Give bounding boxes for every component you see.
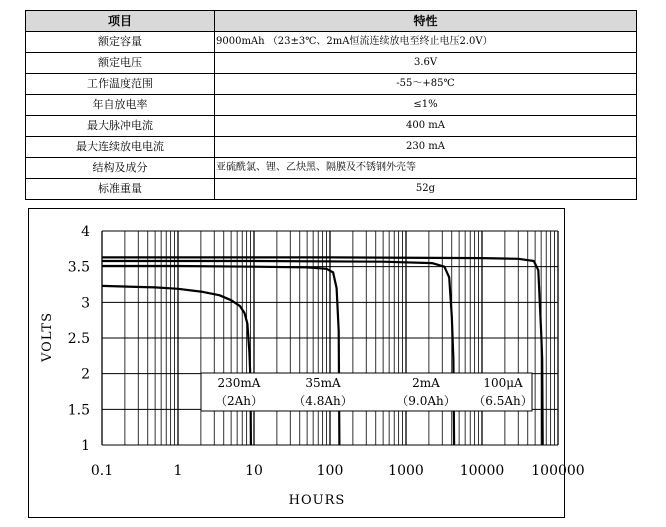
spec-label: 标准重量	[26, 179, 215, 200]
series-line-230mA	[102, 286, 251, 445]
x-axis-title: HOURS	[288, 493, 346, 508]
spec-row	[26, 137, 637, 158]
legend-current: 2mA	[412, 376, 440, 390]
spec-label: 工作温度范围	[26, 74, 215, 95]
spec-value: 亚硫酰氯、锂、乙炔黑、隔膜及不锈钢外壳等	[215, 158, 637, 179]
spec-label: 最大连续放电电流	[26, 137, 215, 158]
y-tick-label: 1	[81, 438, 90, 454]
series-line-35mA	[102, 266, 339, 445]
y-tick-label: 3.5	[67, 259, 90, 276]
y-tick-label: 2	[81, 366, 90, 383]
spec-table	[25, 10, 637, 200]
spec-label: 最大脉冲电流	[26, 116, 215, 137]
spec-row	[26, 53, 637, 74]
spec-label: 额定电压	[26, 53, 215, 74]
y-tick-label: 1.5	[67, 402, 90, 419]
spec-label: 年自放电率	[26, 95, 215, 116]
spec-value: ≤1%	[215, 95, 637, 116]
legend	[201, 373, 533, 411]
spec-table-header	[26, 11, 637, 32]
x-tick-label: 1000	[388, 463, 424, 479]
y-tick-label: 2.5	[67, 331, 90, 347]
x-tick-label: 0.1	[90, 463, 114, 479]
spec-row	[26, 74, 637, 95]
x-tick-label: 100	[316, 463, 344, 479]
spec-label: 额定容量	[26, 32, 215, 53]
y-tick-label: 4	[81, 224, 90, 240]
legend-capacity: （9.0Ah）	[396, 394, 456, 408]
spec-value: 9000mAh （23±3℃、2mA恒流连续放电至终止电压2.0V）	[215, 32, 637, 53]
discharge-chart	[28, 208, 585, 518]
header-property: 特性	[215, 11, 637, 32]
spec-value: -55～+85℃	[215, 74, 637, 95]
spec-row	[26, 95, 637, 116]
spec-value: 52g	[215, 179, 637, 200]
spec-row	[26, 32, 637, 53]
spec-value: 400 mA	[215, 116, 637, 137]
spec-label: 结构及成分	[26, 158, 215, 179]
x-tick-label: 10000	[459, 463, 505, 479]
spec-row	[26, 179, 637, 200]
x-tick-label: 100000	[531, 463, 585, 479]
y-axis-title: VOLTS	[40, 312, 55, 362]
legend-current: 230mA	[217, 376, 261, 390]
grid	[102, 231, 558, 445]
spec-row	[26, 158, 637, 179]
y-tick-label: 3	[81, 295, 90, 312]
legend-capacity: （2Ah）	[214, 394, 264, 408]
legend-capacity: （4.8Ah）	[293, 394, 353, 408]
x-tick-label: 10	[245, 463, 263, 479]
legend-current: 35mA	[305, 376, 341, 390]
spec-value: 230 mA	[215, 137, 637, 158]
legend-capacity: （6.5Ah）	[473, 394, 533, 408]
spec-value: 3.6V	[215, 53, 637, 74]
discharge-curve-svg	[29, 209, 585, 519]
spec-row	[26, 116, 637, 137]
x-tick-label: 1	[173, 463, 183, 479]
legend-current: 100μA	[483, 376, 523, 390]
header-item: 项目	[26, 11, 215, 32]
